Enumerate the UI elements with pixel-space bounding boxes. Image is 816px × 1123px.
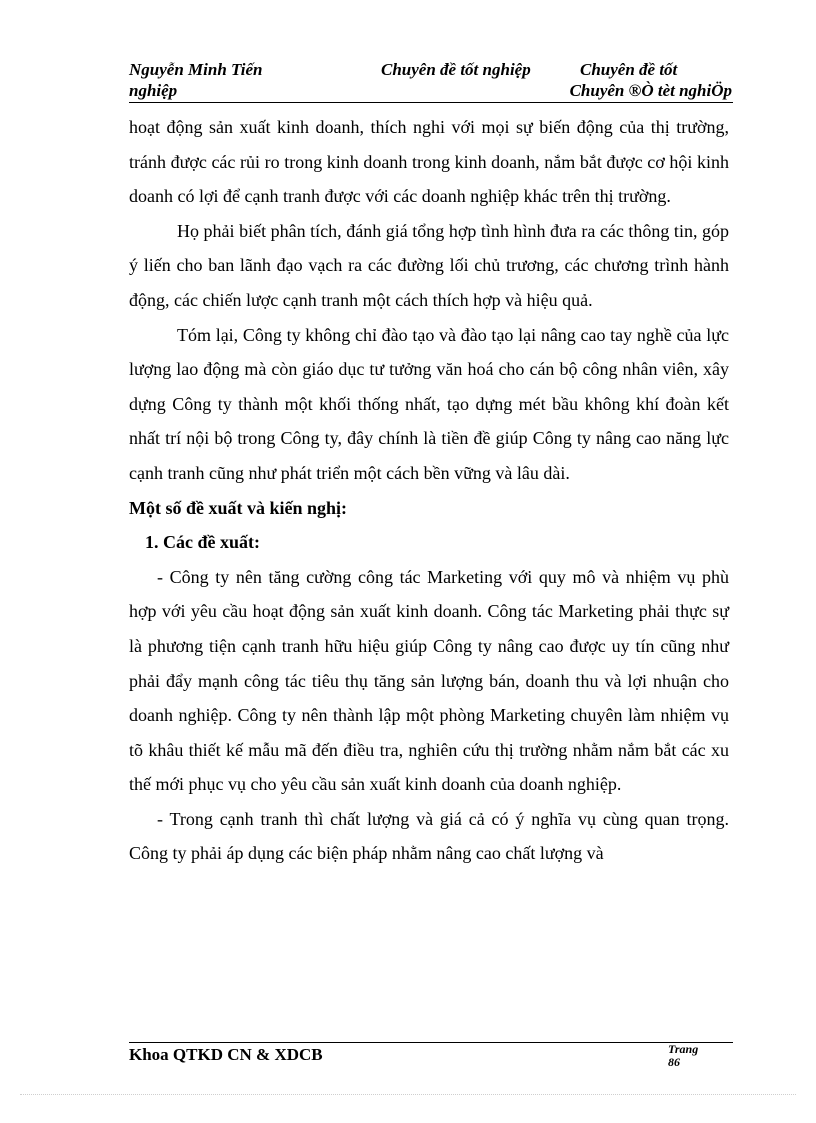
header-title-repeat: Chuyên đề tốt [580,60,678,79]
footer-rule [129,1042,733,1043]
footer-department: Khoa QTKD CN & XDCB [129,1045,323,1064]
section-heading: Một số đề xuất và kiến nghị: [129,497,348,518]
header-title-garbled: Chuyên ®Ò tèt nghiÖp [569,81,732,100]
paragraph-1: hoạt động sản xuất kinh doanh, thích nghi với mọi sự biến động của thị trường, tránh được các rủi ro trong kinh doanh trong kinh doanh, nắm bắt được cơ hội kinh doanh có lợi để cạnh tranh được với các doanh nghiệp khác trên thị trường. [129,117,729,207]
paragraph-5: - Trong cạnh tranh thì chất lượng và giá cả có ý nghĩa vụ cùng quan trọng. Công ty phải áp dụng các biện pháp nhằm nâng cao chất lượng và [129,808,729,864]
footer-page-value: 86 [668,1055,680,1069]
header-title: Chuyên đề tốt nghiệp [381,60,531,79]
paragraph-2: Họ phải biết phân tích, đánh giá tổng hợp tình hình đưa ra các thông tin, góp ý liến cho ban lãnh đạo vạch ra các đường lối chủ trương, các chương trình hành động, các chiến lược cạnh tranh một cách thích hợp và hiệu quả. [129,220,729,310]
header-author-continuation: nghiệp [129,81,178,100]
footer-page-number [668,1043,698,1069]
header-author: Nguyễn Minh Tiến [129,60,263,79]
paragraph-3: Tóm lại, Công ty không chỉ đào tạo và đào tạo lại nâng cao tay nghề của lực lượng lao động mà còn giáo dục tư tưởng văn hoá cho cán bộ công nhân viên, xây dựng Công ty thành một khối thống nhất, tạo dựng mét bầu không khí đoàn kết nhất trí nội bộ trong Công ty, đây chính là tiền đề giúp Công ty nâng cao năng lực cạnh tranh cũng như phát triển một cách bền vững và lâu dài. [129,324,729,483]
header-rule [129,102,733,103]
paragraph-4: - Công ty nên tăng cường công tác Marketing với quy mô và nhiệm vụ phù hợp với yêu cầu hoạt động sản xuất kinh doanh. Công tác Marketing phải thực sự là phương tiện cạnh tranh hữu hiệu giúp Công ty nâng cao được uy tín cũng như phải đẩy mạnh công tác tiêu thụ tăng sản lượng bán, doanh thu và lợi nhuận cho doanh nghiệp. Công ty nên thành lập một phòng Marketing chuyên làm nhiệm vụ tõ khâu thiết kế mẫu mã đến điều tra, nghiên cứu thị trường nhằm nắm bắt các xu thế mới phục vụ cho yêu cầu sản xuất kinh doanh của doanh nghiệp. [129,566,729,795]
subsection-heading: 1. Các đề xuất: [145,532,260,553]
body-text [129,110,729,871]
footer-page-word: Trang [668,1042,699,1056]
page-boundary-line [20,1094,796,1095]
